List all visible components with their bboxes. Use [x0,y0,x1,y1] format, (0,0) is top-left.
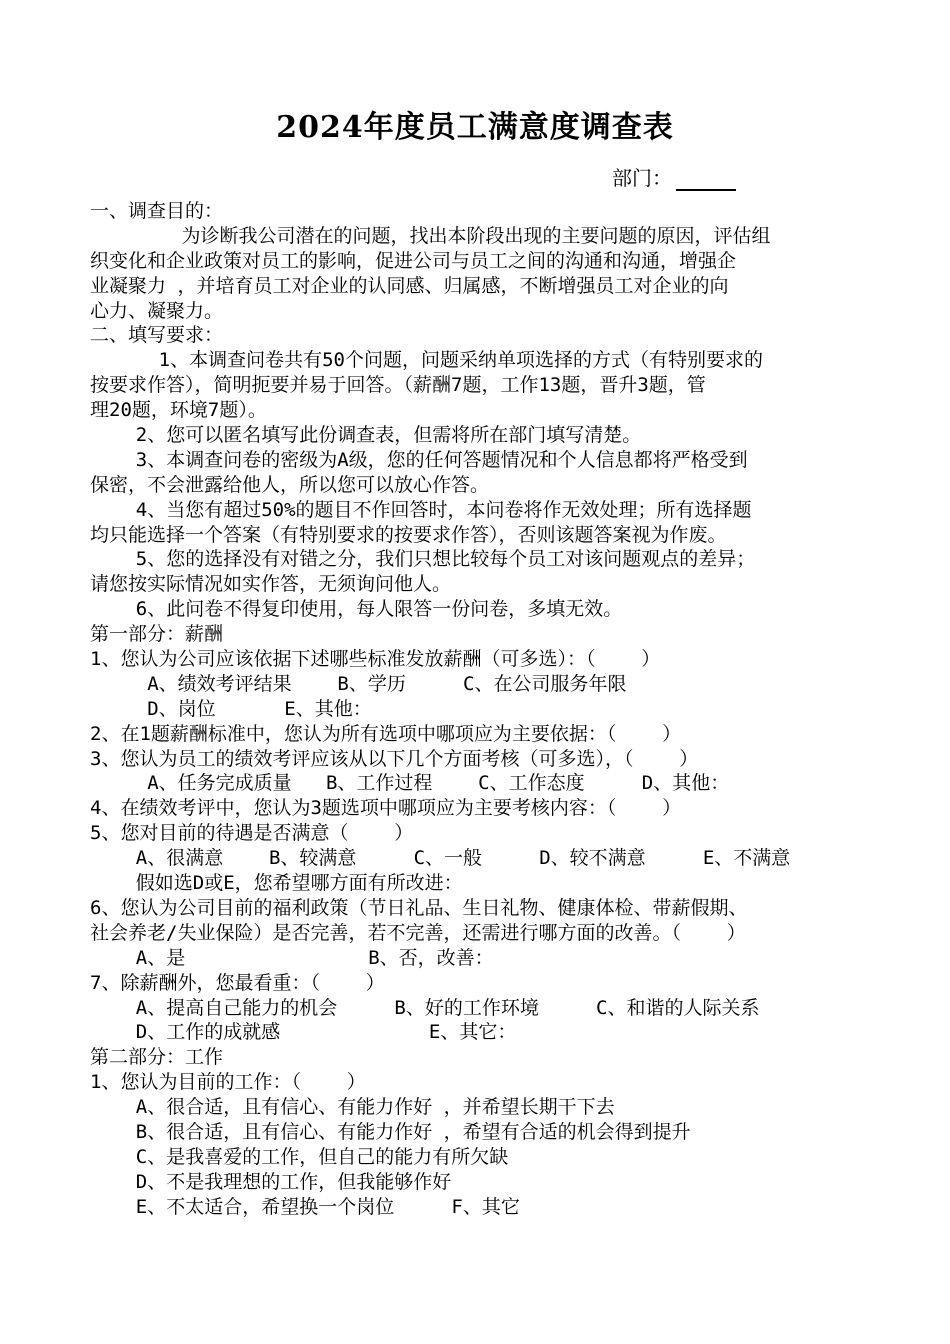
department-blank[interactable] [676,169,736,191]
text-line: A、很合适，且有信心、有能力作好 ，并希望长期干下去 [90,1096,615,1119]
text-line: 织变化和企业政策对员工的影响，促进公司与员工之间的沟通和沟通，增强企 [90,249,737,272]
survey-body [90,199,865,1220]
text-line: 3、本调查问卷的密级为A级，您的任何答题情况和个人信息都将严格受到 [90,448,748,471]
text-line: B、很合适，且有信心、有能力作好 ，希望有合适的机会得到提升 [90,1120,691,1143]
text-line: 理20题，环境7题）。 [90,399,267,422]
text-line: 第二部分：工作 [90,1046,224,1069]
text-line: C、是我喜爱的工作，但自己的能力有所欠缺 [90,1145,509,1168]
text-line: 保密，不会泄露给他人，所以您可以放心作答。 [90,473,490,496]
text-line: 4、当您有超过50%的题目不作回答时，本问卷将作无效处理；所有选择题 [90,498,752,521]
text-line: 5、您对目前的待遇是否满意（ ） [90,822,414,845]
text-line: 二、填写要求： [90,324,224,347]
text-line: D、不是我理想的工作，但我能够作好 [90,1170,452,1193]
text-line: 1、您认为目前的工作：（ ） [90,1071,366,1094]
text-line: A、提高自己能力的机会 B、好的工作环境 C、和谐的人际关系 [90,996,760,1019]
text-line: A、很满意 B、较满意 C、一般 D、较不满意 E、不满意 [90,847,791,870]
text-line: D、工作的成就感 E、其它： [90,1021,517,1044]
text-line: 均只能选择一个答案（有特别要求的按要求作答），否则该题答案视为作废。 [90,523,727,546]
text-line: E、不太适合，希望换一个岗位 F、其它 [90,1195,520,1218]
text-line: 3、您认为员工的绩效考评应该从以下几个方面考核（可多选），（ ） [90,747,699,770]
text-line: 为诊断我公司潜在的问题，找出本阶段出现的主要问题的原因，评估组 [90,224,771,247]
text-line: 2、在1题薪酬标准中，您认为所有选项中哪项应为主要依据：（ ） [90,722,682,745]
text-line: A、是 B、否，改善： [90,946,494,969]
text-line: 5、您的选择没有对错之分，我们只想比较每个员工对该问题观点的差异； [90,548,756,571]
text-line: 1、本调查问卷共有50个问题，问题采纳单项选择的方式（有特别要求的 [90,349,763,372]
text-line: 4、在绩效考评中，您认为3题选项中哪项应为主要考核内容：（ ） [90,797,682,820]
text-line: 社会养老/失业保险）是否完善，若不完善，还需进行哪方面的改善。（ ） [90,921,746,944]
text-line: 7、除薪酬外，您最看重：（ ） [90,971,385,994]
text-line: A、绩效考评结果 B、学历 C、在公司服务年限 [90,672,627,695]
text-line: 请您按实际情况如实作答，无须询问他人。 [90,573,452,596]
text-line: 一、调查目的： [90,200,224,222]
department-field [612,162,736,191]
department-label: 部门： [612,166,672,190]
text-line: 第一部分：薪酬 [90,623,224,646]
text-line: A、任务完成质量 B、工作过程 C、工作态度 D、其他： [90,772,730,795]
text-line: 6、您认为公司目前的福利政策（节日礼品、生日礼物、健康体检、带薪假期、 [90,896,748,919]
text-line: 假如选D或E，您希望哪方面有所改进： [90,872,463,895]
text-line: 2、您可以匿名填写此份调查表，但需将所在部门填写清楚。 [90,424,642,447]
text-line: 6、此问卷不得复印使用，每人限答一份问卷，多填无效。 [90,598,623,621]
text-line: 按要求作答），简明扼要并易于回答。（薪酬7题，工作13题，晋升3题，管 [90,374,706,397]
text-line: D、岗位 E、其他： [90,697,372,720]
page-title: 2024年度员工满意度调查表 [276,110,674,145]
text-line: 业凝聚力 ，并培育员工对企业的认同感、归属感，不断增强员工对企业的向 [90,274,729,297]
text-line: 心力、凝聚力。 [90,299,224,322]
text-line: 1、您认为公司应该依据下述哪些标准发放薪酬（可多选）：（ ） [90,648,661,671]
